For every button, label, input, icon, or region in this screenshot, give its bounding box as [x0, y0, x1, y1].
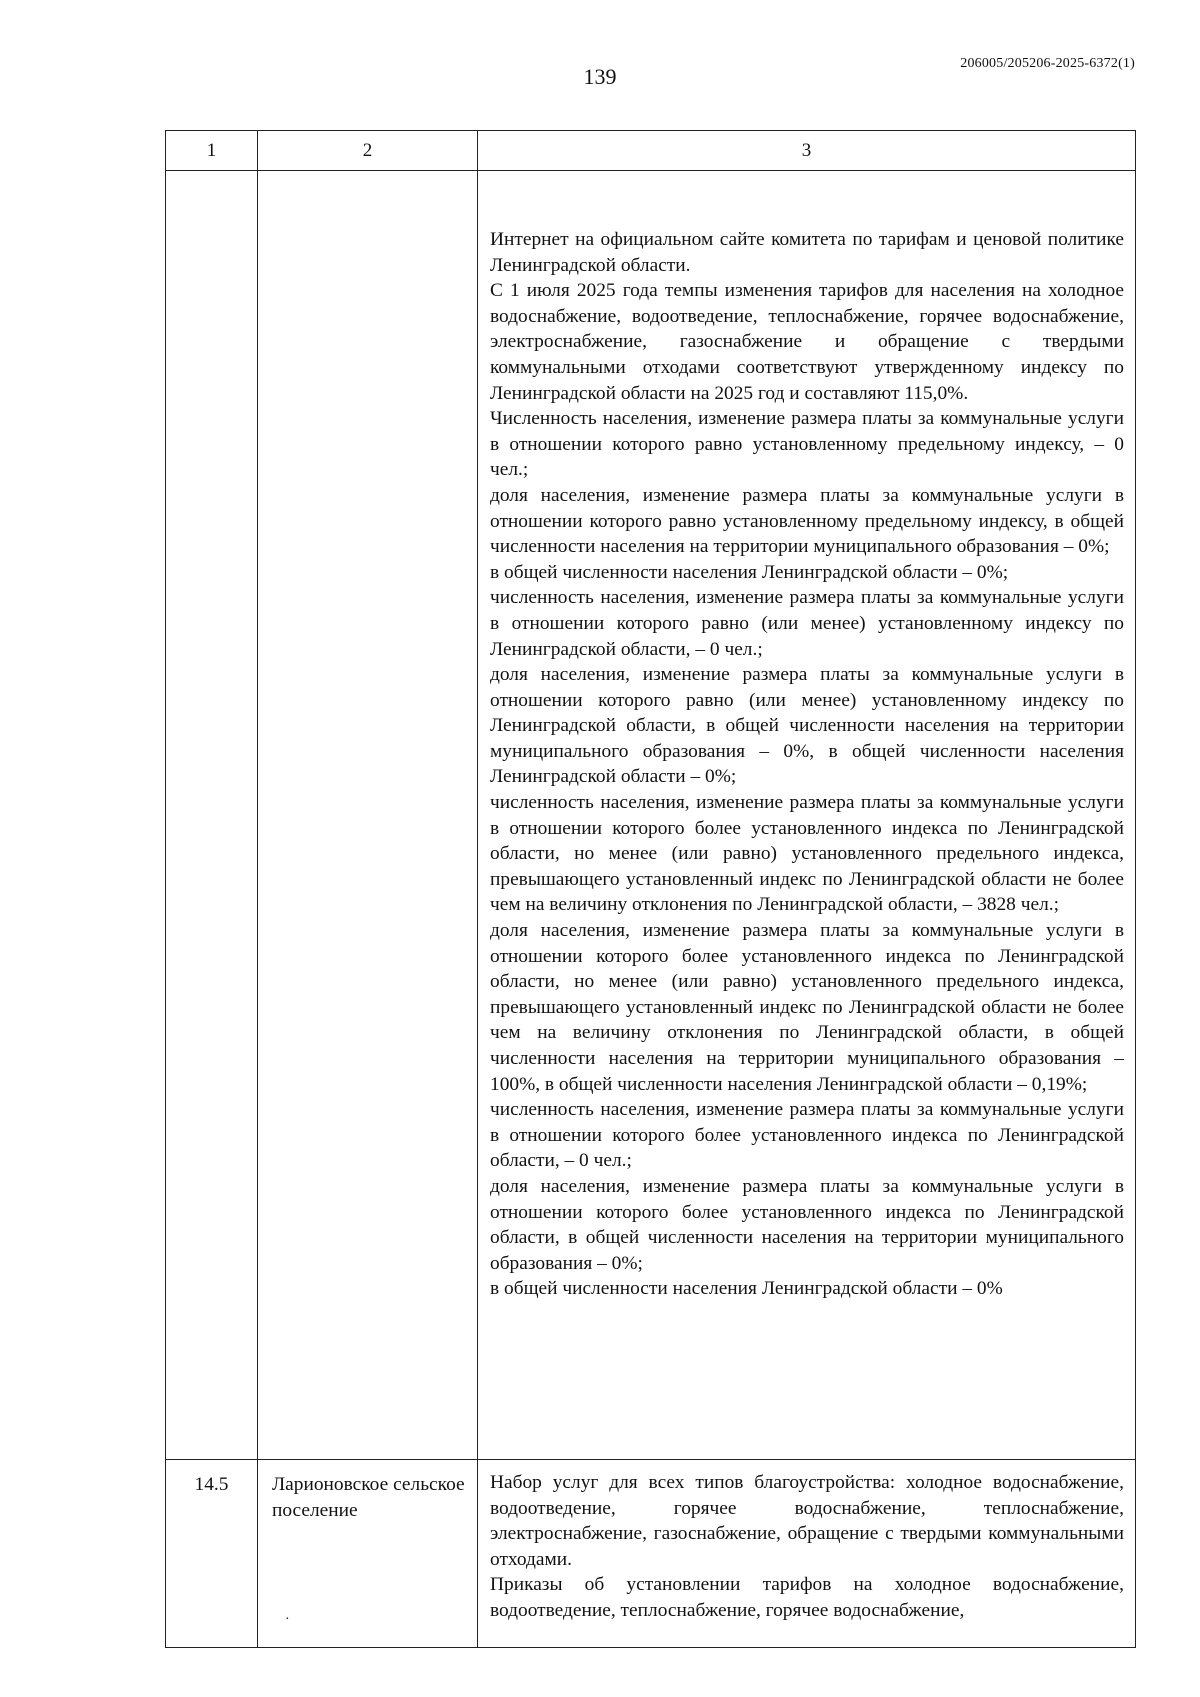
- table-row: [166, 171, 1136, 1460]
- column-header-2: 2: [258, 131, 478, 171]
- paragraph: Приказы об установлении тарифов на холодное водоснабжение, водоотведение, теплоснабжение, горячее водоснабжение,: [490, 1574, 1124, 1621]
- paragraph: доля населения, изменение размера платы за коммунальные услуги в отношении которого равно установленному предельному индексу, в общей численности населения на территории муниципального образования – 0%;: [490, 484, 1124, 558]
- content-table: [165, 130, 1136, 1648]
- row-number: 14.5: [166, 1460, 258, 1648]
- table-header-row: [166, 131, 1136, 171]
- paragraph: С 1 июля 2025 года темпы изменения тарифов для населения на холодное водоснабжение, водоотведение, теплоснабжение, горячее водоснабжение, электроснабжение, газоснабжение и обращение с твердыми коммунальными отходами соответствуют утвержденному индексу по Ленинградской области на 2025 год и составляют 115,0%.: [490, 280, 1124, 404]
- paragraph: доля населения, изменение размера платы за коммунальные услуги в отношении которого более установленного индекса по Ленинградской области, в общей численности населения на территории муниципального образования – 0%;: [490, 1175, 1124, 1274]
- scan-mark: ·: [285, 1612, 290, 1627]
- page-number: 139: [583, 64, 617, 89]
- row-number: [166, 171, 258, 1460]
- paragraph: в общей численности населения Ленинградской области – 0%;: [490, 561, 1009, 583]
- paragraph: Набор услуг для всех типов благоустройства: холодное водоснабжение, водоотведение, горячее водоснабжение, теплоснабжение, электроснабжение, газоснабжение, обращение с твердыми коммунальными отходами.: [490, 1472, 1124, 1570]
- paragraph: доля населения, изменение размера платы за коммунальные услуги в отношении которого более установленного индекса по Ленинградской области, но менее (или равно) установленного предельного индекса, превышающего установленный индекс по Ленинградской области не более чем на величину отклонения по Ленинградской области, в общей численности населения на территории муниципального образования – 100%, в общей численности населения Ленинградской области – 0,19%;: [490, 920, 1124, 1095]
- document-id: 206005/205206-2025-6372(1): [960, 56, 1135, 71]
- paragraph: в общей численности населения Ленинградской области – 0%: [490, 1278, 1003, 1300]
- row-description: [478, 171, 1136, 1460]
- paragraph: доля населения, изменение размера платы за коммунальные услуги в отношении которого равно (или менее) установленному индексу по Ленинградской области, в общей численности населения на территории муниципального образования – 0%, в общей численности населения Ленинградской области – 0%;: [490, 664, 1124, 788]
- paragraph: численность населения, изменение размера платы за коммунальные услуги в отношении которого более установленного индекса по Ленинградской области, но менее (или равно) установленного предельного индекса, превышающего установленный индекс по Ленинградской области не более чем на величину отклонения по Ленинградской области, – 3828 чел.;: [490, 792, 1124, 916]
- paragraph: Интернет на официальном сайте комитета по тарифам и ценовой политике Ленинградской области.: [490, 229, 1124, 276]
- column-header-1: 1: [166, 131, 258, 171]
- column-header-3: 3: [478, 131, 1136, 171]
- paragraph: численность населения, изменение размера платы за коммунальные услуги в отношении которого равно (или менее) установленному индексу по Ленинградской области, – 0 чел.;: [490, 587, 1124, 660]
- municipality-name: Ларионовское сельское поселение: [258, 1460, 478, 1648]
- municipality-name: [258, 171, 478, 1460]
- paragraph: Численность населения, изменение размера платы за коммунальные услуги в отношении которого равно установленному предельному индексу, – 0 чел.;: [490, 408, 1124, 481]
- table-row: [166, 1460, 1136, 1648]
- row-description: [478, 1460, 1136, 1648]
- paragraph: численность населения, изменение размера платы за коммунальные услуги в отношении которого более установленного индекса по Ленинградской области, – 0 чел.;: [490, 1099, 1124, 1172]
